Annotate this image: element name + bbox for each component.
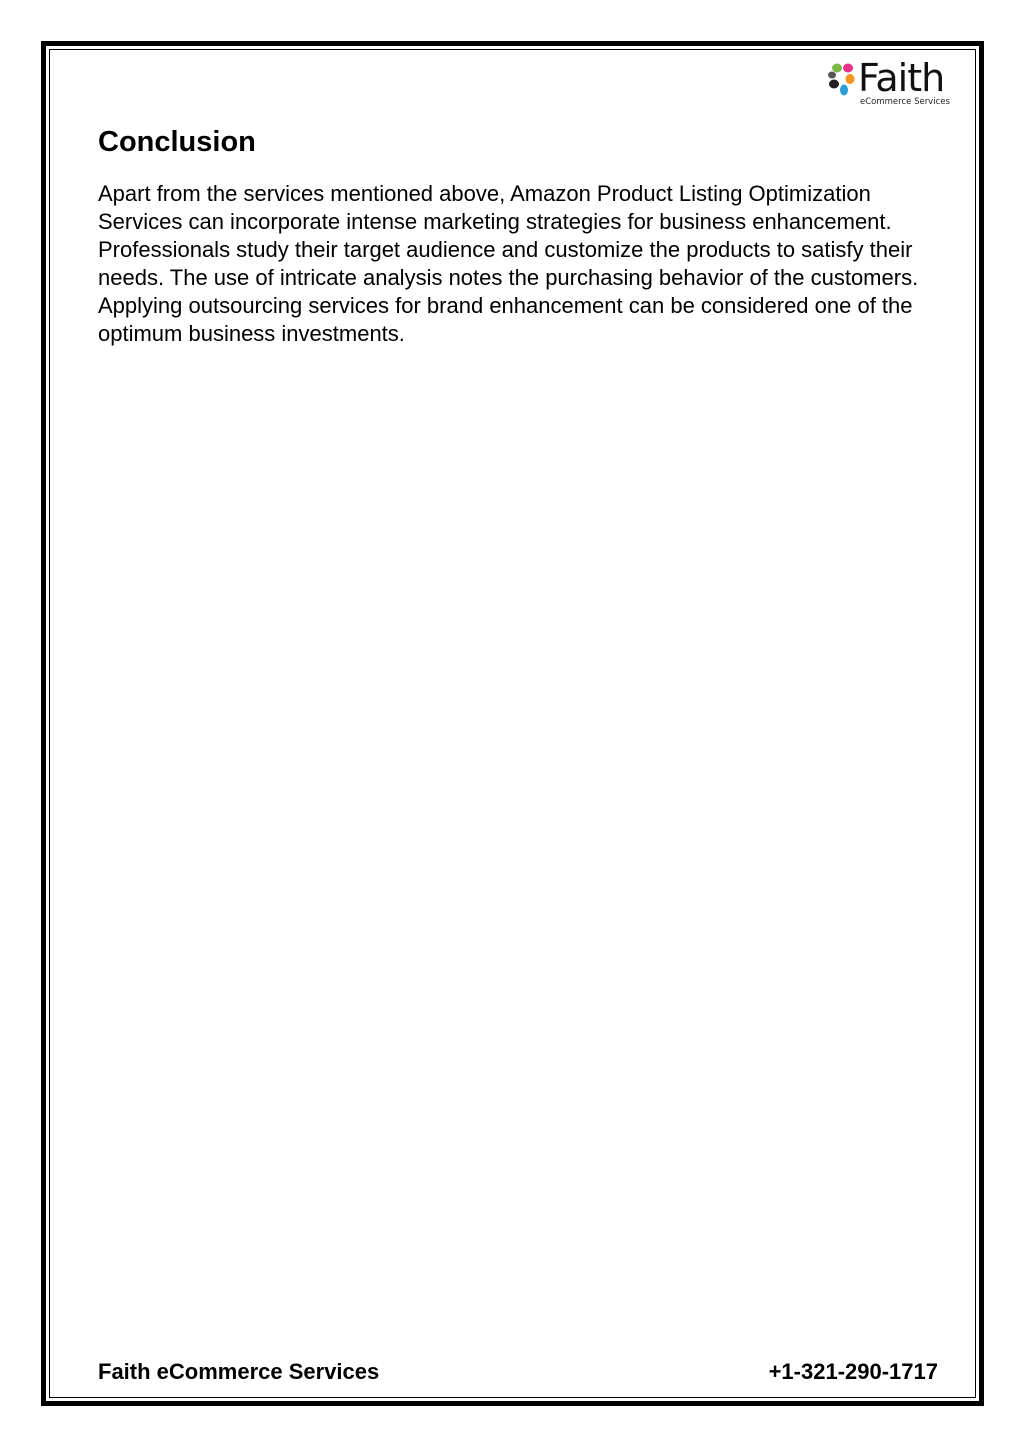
footer-company-name: Faith eCommerce Services	[98, 1359, 380, 1384]
logo-wordmark: Faith	[858, 56, 945, 100]
page-title: Conclusion	[98, 126, 256, 158]
footer-phone-number: +1-321-290-1717	[768, 1359, 938, 1384]
flower-logo-icon	[828, 62, 856, 98]
conclusion-paragraph: Apart from the services mentioned above, Amazon Product Listing Optimization Services can incorporate intense marketing strategies for business enhancement. Professionals study their target audience and customize the products to satisfy their needs. The use of intricate analysis notes the purchasing behavior of the customers. Applying outsourcing services for brand enhancement can be considered one of the optimum business investments.	[98, 181, 919, 346]
logo-tagline: eCommerce Services	[860, 97, 950, 107]
faith-logo	[828, 58, 958, 112]
